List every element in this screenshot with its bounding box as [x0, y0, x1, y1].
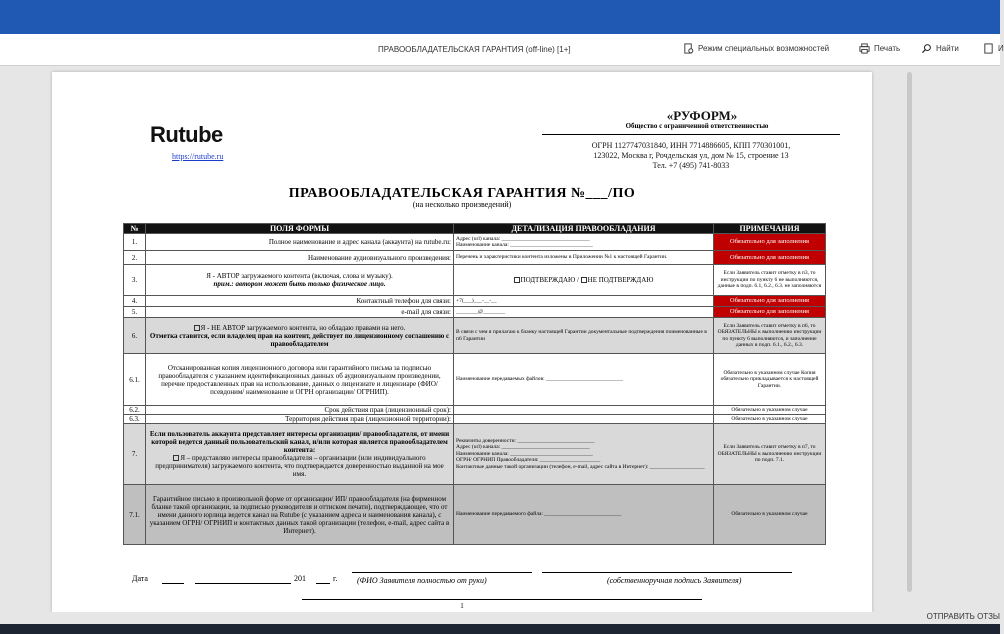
year-suffix: г.	[333, 574, 338, 583]
rutube-logo: Rutube	[150, 122, 223, 147]
row-number: 6.3.	[124, 415, 146, 424]
row-number: 6.1.	[124, 354, 146, 406]
file-name-field[interactable]: Наименование передаваемого файла: ____________________________	[454, 485, 714, 545]
field-label: Отсканированная копия лицензионного договора или гарантийного письма за подписью правообладателя с указанием идентификационных данных об аудиовизуальном произведении, перечне предоставленных прав на использование, данных о лицензиате и лицензиаре (ФИО/псевдоним/ наименование и ОГРН организации/ ОГРНИП).	[146, 354, 454, 406]
email-field[interactable]: ________@________	[454, 307, 714, 318]
organization-statement: Если пользователь аккаунта представляет интересы организации/ правообладателя, от имени которой ведется данный пользовательский канал, и/или которая является правообладателем контента:	[149, 430, 450, 454]
name-line	[352, 572, 532, 573]
detail-cell: В связи с чем я прилагаю к бланку настоящей Гарантии документальные подтверждения поименованные в п6 Гарантии	[454, 318, 714, 354]
more-button[interactable]	[983, 43, 1004, 54]
table-row	[124, 415, 826, 424]
document-page	[52, 72, 872, 612]
table-row	[124, 307, 826, 318]
note-cell: Обязательно в указанном случае	[714, 415, 826, 424]
confirm-checkbox[interactable]	[514, 277, 520, 283]
divider	[542, 134, 840, 135]
not-author-checkbox[interactable]	[194, 325, 200, 331]
detail-cell	[454, 265, 714, 296]
not-author-remark: Отметка ставится, если владелец прав на контент, действует по лицензионному соглашению с правообладателем	[149, 331, 450, 348]
name-caption: (ФИО Заявителя полностью от руки)	[357, 576, 487, 585]
header-field: ПОЛЯ ФОРМЫ	[146, 224, 454, 234]
field-label: Наименование аудиовизуального произведения:	[146, 251, 454, 265]
field-label: e-mail для связи:	[146, 307, 454, 318]
field-label: Срок действия прав (лицензионный срок):	[146, 406, 454, 415]
date-month-line	[195, 583, 291, 584]
signature-caption: (собственноручная подпись Заявителя)	[607, 576, 742, 585]
row-number: 6.2.	[124, 406, 146, 415]
search-icon	[921, 43, 932, 54]
footer-divider	[302, 599, 702, 600]
print-button[interactable]	[859, 43, 900, 54]
viewer-toolbar	[0, 34, 1004, 66]
license-term-field[interactable]	[454, 406, 714, 415]
row-number: 2.	[124, 251, 146, 265]
org-phone: Тел. +7 (495) 741-8033	[652, 161, 730, 170]
required-note: Обязательно для заполнения	[714, 251, 826, 265]
phone-field[interactable]: +7(___)___-__-__	[454, 296, 714, 307]
year-prefix: 201	[294, 574, 306, 583]
year-line	[316, 583, 330, 584]
table-row	[124, 354, 826, 406]
org-name: «РУФОРМ»	[666, 108, 738, 123]
table-row	[124, 406, 826, 415]
note-cell: Если Заявитель ставит отметку в п3, то инструкции по пункту 6 не выполняются, данные в подп. 6.1, 6.2., 6.3. не заполняются	[714, 265, 826, 296]
table-row	[124, 424, 826, 485]
org-details	[542, 141, 840, 171]
field-label: Полное наименование и адрес канала (аккаунта) на rutube.ru:	[146, 234, 454, 251]
page-number: 1	[460, 602, 464, 610]
row-number: 1.	[124, 234, 146, 251]
note-cell: Обязательно в указанном случае	[714, 485, 826, 545]
author-statement: Я - АВТОР загружаемого контента (включая, слова и музыку).	[206, 272, 393, 280]
contacts-field[interactable]: Контактные данные такой организации (телефон, e-mail, адрес сайта в Интернет): ____________________	[456, 463, 705, 470]
document-accessibility-icon	[683, 43, 694, 54]
page-title: ПРАВООБЛАДАТЕЛЬСКАЯ ГАРАНТИЯ №___/ПО	[288, 186, 636, 201]
table-row	[124, 296, 826, 307]
field-label: Контактный телефон для связи:	[146, 296, 454, 307]
row-number: 7.	[124, 424, 146, 485]
print-label: Печать	[874, 44, 901, 53]
table-row	[124, 318, 826, 354]
required-note: Обязательно для заполнения	[714, 307, 826, 318]
header-no: №	[124, 224, 146, 234]
find-label: Найти	[936, 44, 959, 53]
table-row	[124, 265, 826, 296]
row-number: 3.	[124, 265, 146, 296]
channel-url-field[interactable]: Адрес (url) канала: ________________________________	[456, 235, 590, 242]
note-cell: Обязательно в указанном случае	[714, 406, 826, 415]
more-label: И	[998, 44, 1004, 53]
detail-cell	[454, 424, 714, 485]
page-subtitle: (на несколько произведений)	[412, 200, 512, 209]
not-author-statement: Я - НЕ АВТОР загружаемого контента, но обладаю правами на него.	[200, 323, 406, 332]
org-subtitle: Общество с ограниченной ответственностью	[625, 122, 769, 130]
representative-checkbox[interactable]	[173, 455, 179, 461]
field-label: Территория действия прав (лицензионной территории):	[146, 415, 454, 424]
vertical-scrollbar[interactable]	[905, 66, 915, 612]
not-confirm-label: НЕ ПОДТВЕРЖДАЮ	[587, 275, 654, 284]
author-remark: прим.: автором может быть только физическое лицо.	[213, 280, 386, 288]
org-address: 123022, Москва г, Рочдельская ул, дом № 15, строение 13	[593, 151, 789, 160]
row-number: 5.	[124, 307, 146, 318]
send-feedback-link[interactable]: ОТПРАВИТЬ ОТЗЫ	[926, 612, 1000, 621]
note-cell: Если Заявитель ставит отметку в п6, то ОБЯЗАТЕЛЬНЫ к выполнению инструкции по пункту 6 выполняются, и заполнение данных в подп. 6.1., 6.2., 6.3.	[714, 318, 826, 354]
find-button[interactable]	[921, 43, 959, 54]
field-label	[146, 265, 454, 296]
channel-name-field[interactable]: Наименование канала: ______________________________	[456, 242, 593, 248]
signature-line	[542, 572, 792, 573]
date-label: Дата	[132, 574, 148, 583]
form-table	[123, 223, 826, 545]
header-detail: ДЕТАЛИЗАЦИЯ ПРАВООБЛАДАНИЯ	[454, 224, 714, 234]
header-note: ПРИМЕЧАНИЯ	[714, 224, 826, 234]
taskbar	[0, 624, 1000, 634]
files-field[interactable]: Наименование передаваемых файлов: ____________________________	[454, 354, 714, 406]
channel-name-field[interactable]: Наименование канала: ______________________________	[456, 450, 593, 457]
territory-field[interactable]	[454, 415, 714, 424]
ogrn-field[interactable]: ОГРН/ ОГРНИП Правообладателя: ______________________	[456, 457, 601, 464]
required-note: Обязательно для заполнения	[714, 296, 826, 307]
required-note: Обязательно для заполнения	[714, 234, 826, 251]
field-label	[146, 424, 454, 485]
row-number: 7.1.	[124, 485, 146, 545]
rutube-link[interactable]: https://rutube.ru	[172, 152, 224, 161]
detail-cell	[454, 234, 714, 251]
field-label	[146, 318, 454, 354]
note-cell: Обязательно в указанном случае Копия обязательно прикладывается к настоящей Гарантии.	[714, 354, 826, 406]
row-number: 6.	[124, 318, 146, 354]
app-title-bar	[0, 0, 1000, 34]
field-label: Гарантийное письмо в произвольной форме от организации/ ИП/ правообладателя (на фирменном бланке такой организации, за подписью руководителя и оттиском печати), подтверждающее, что от имени данного юрлица ведется канал на Rutube (с указанием адреса и наименования канала), с указанием ОГРН/ ОГРНИП и контактных данных такой организации (телефон, e-mail, адрес сайта в Интернет).	[146, 485, 454, 545]
document-icon	[983, 43, 994, 54]
document-viewer[interactable]	[0, 66, 1000, 612]
accessibility-mode-button[interactable]	[683, 43, 829, 54]
table-row	[124, 485, 826, 545]
accessibility-mode-label: Режим специальных возможностей	[698, 44, 830, 53]
org-registration: ОГРН 1127747031840, ИНН 7714886605, КПП 770301001,	[591, 141, 791, 150]
date-day-line	[162, 583, 184, 584]
power-of-attorney-field[interactable]: Реквизиты доверенности: ____________________________	[456, 437, 595, 444]
confirm-label: ПОДТВЕРЖДАЮ /	[520, 275, 579, 284]
detail-cell: Перечень и характеристики контента изложены в Приложении №1 к настоящей Гарантии.	[454, 251, 714, 265]
channel-url-field[interactable]: Адрес (url) канала: ________________________________	[456, 444, 590, 451]
note-cell: Если Заявитель ставит отметку в п7, то ОБЯЗАТЕЛЬНЫ к выполнению инструкции по подп. 7.1.	[714, 424, 826, 485]
table-row	[124, 234, 826, 251]
printer-icon	[859, 43, 870, 54]
row-number: 4.	[124, 296, 146, 307]
not-confirm-checkbox[interactable]	[581, 277, 587, 283]
scrollbar-thumb[interactable]	[907, 72, 912, 592]
document-title: ПРАВООБЛАДАТЕЛЬСКАЯ ГАРАНТИЯ (off-line) [1+]	[378, 45, 571, 54]
representative-statement: Я – представляю интересы правообладателя – организации (или индивидуального предпринимателя) загружаемого контента, что подтверждается доверенностью выданной на мое имя.	[155, 454, 444, 478]
table-row	[124, 251, 826, 265]
table-header-row	[124, 224, 826, 234]
